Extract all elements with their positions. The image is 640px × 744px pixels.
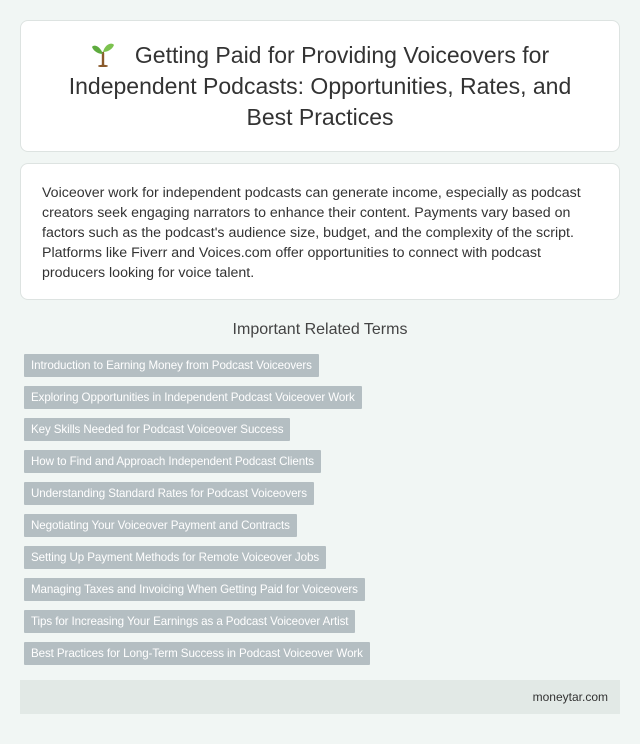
title-card [20, 20, 620, 152]
related-term-tag[interactable]: Understanding Standard Rates for Podcast Voiceovers [24, 482, 314, 505]
related-terms-heading: Important Related Terms [232, 321, 408, 338]
related-term-tag[interactable]: Exploring Opportunities in Independent Podcast Voiceover Work [24, 386, 362, 409]
page-title [57, 40, 583, 133]
related-term-tag[interactable]: Negotiating Your Voiceover Payment and Contracts [24, 514, 297, 537]
related-term-tag[interactable]: Setting Up Payment Methods for Remote Voiceover Jobs [24, 546, 326, 569]
page-title-text: Getting Paid for Providing Voiceovers for Independent Podcasts: Opportunities, Rates, and Best Practices [68, 41, 572, 130]
related-term-tag[interactable]: Tips for Increasing Your Earnings as a Podcast Voiceover Artist [24, 610, 355, 633]
related-term-tag[interactable]: How to Find and Approach Independent Podcast Clients [24, 450, 321, 473]
related-term-tag[interactable]: Key Skills Needed for Podcast Voiceover Success [24, 418, 290, 441]
intro-paragraph: Voiceover work for independent podcasts can generate income, especially as podcast creators seek engaging narrators to enhance their content. Payments vary based on factors such as the podcast's audience size, budget, and the complexity of the script. Platforms like Fiverr and Voices.com offer opportunities to connect with podcast producers looking for voice talent. [42, 185, 581, 281]
related-term-tag[interactable]: Best Practices for Long-Term Success in Podcast Voiceover Work [24, 642, 370, 665]
related-term-tag[interactable]: Introduction to Earning Money from Podcast Voiceovers [24, 354, 319, 377]
intro-card [20, 163, 620, 300]
footer [20, 680, 620, 714]
related-term-tag[interactable]: Managing Taxes and Invoicing When Getting Paid for Voiceovers [24, 578, 365, 601]
sprout-icon [91, 41, 115, 67]
footer-site-link[interactable]: moneytar.com [532, 690, 608, 704]
related-terms-list [24, 354, 370, 674]
